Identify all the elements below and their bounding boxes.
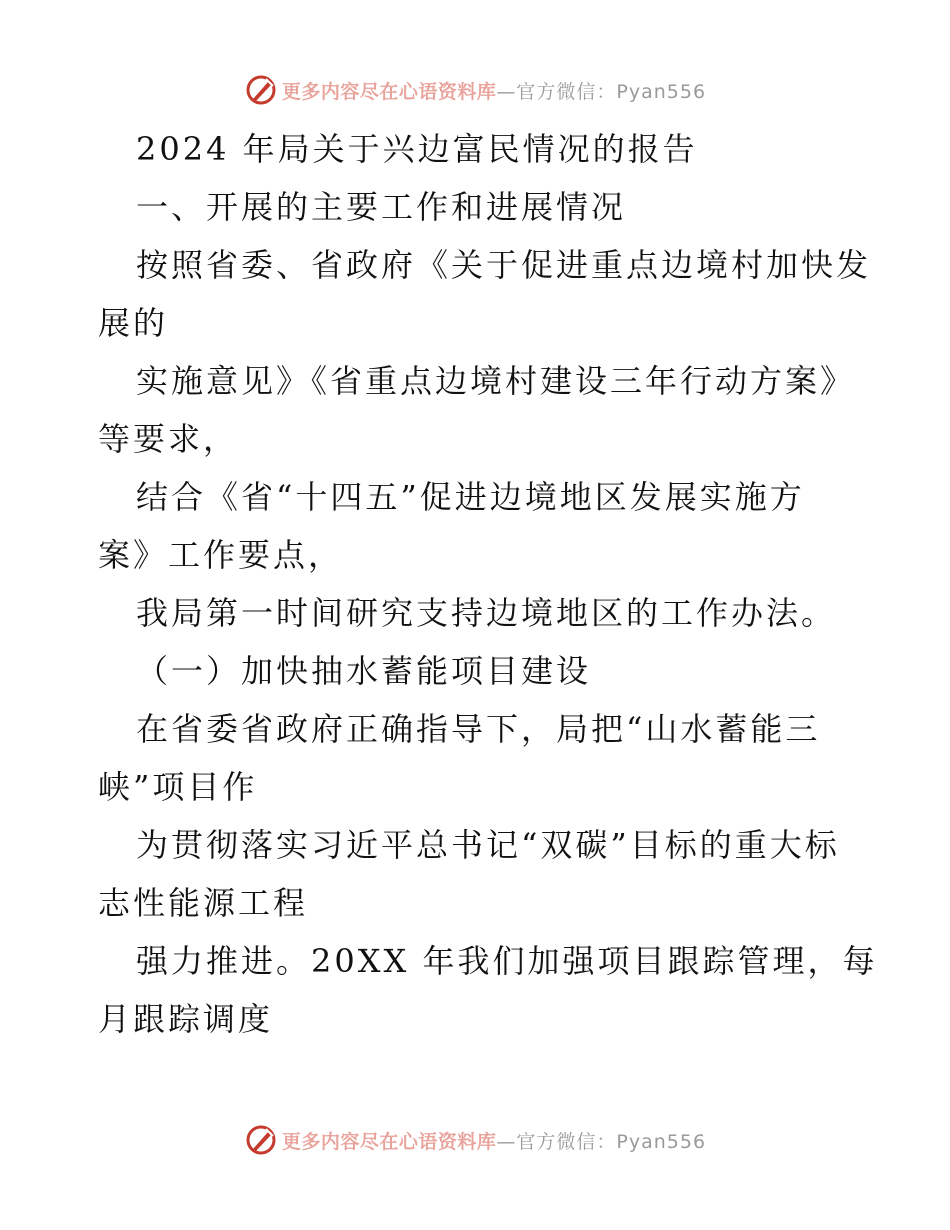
paragraph-line: 展的 [98,304,169,342]
doc-title: 2024 年局关于兴边富民情况的报告 [136,130,698,168]
quill-logo-icon [244,73,278,107]
paragraph-line: 月跟踪调度 [98,1000,274,1038]
watermark-red-text: 更多内容尽在心语资料库 [281,80,497,103]
document-body [98,120,878,1048]
paragraph-line: 按照省委、省政府《关于促进重点边境村加快发 [136,246,872,284]
paragraph-line: 我局第一时间研究支持边境地区的工作办法。 [136,594,837,632]
header-watermark [0,70,950,110]
paragraph-line: 等要求， [98,420,239,458]
watermark-gray-text: —官方微信：Pyan556 [496,1130,707,1153]
footer-watermark [0,1120,950,1160]
paragraph-line: 强力推进。20XX 年我们加强项目跟踪管理，每 [136,942,878,980]
quill-logo-icon [244,1123,278,1157]
paragraph-line: 在省委省政府正确指导下，局把“山水蓄能三 [136,710,821,748]
paragraph-line: 案》工作要点， [98,536,344,574]
paragraph-line: 为贯彻落实习近平总书记“双碳”目标的重大标 [136,826,840,864]
paragraph-line: 峡”项目作 [98,768,258,806]
paragraph-line: 志性能源工程 [98,884,309,922]
section-heading: 一、开展的主要工作和进展情况 [136,188,627,226]
subsection-heading: （一）加快抽水蓄能项目建设 [136,652,592,690]
paragraph-line: 实施意见》《省重点边境村建设三年行动方案》 [136,362,856,400]
paragraph-line: 结合《省“十四五”促进边境地区发展实施方 [136,478,805,516]
watermark-red-text: 更多内容尽在心语资料库 [281,1130,497,1153]
watermark-gray-text: —官方微信：Pyan556 [496,80,707,103]
